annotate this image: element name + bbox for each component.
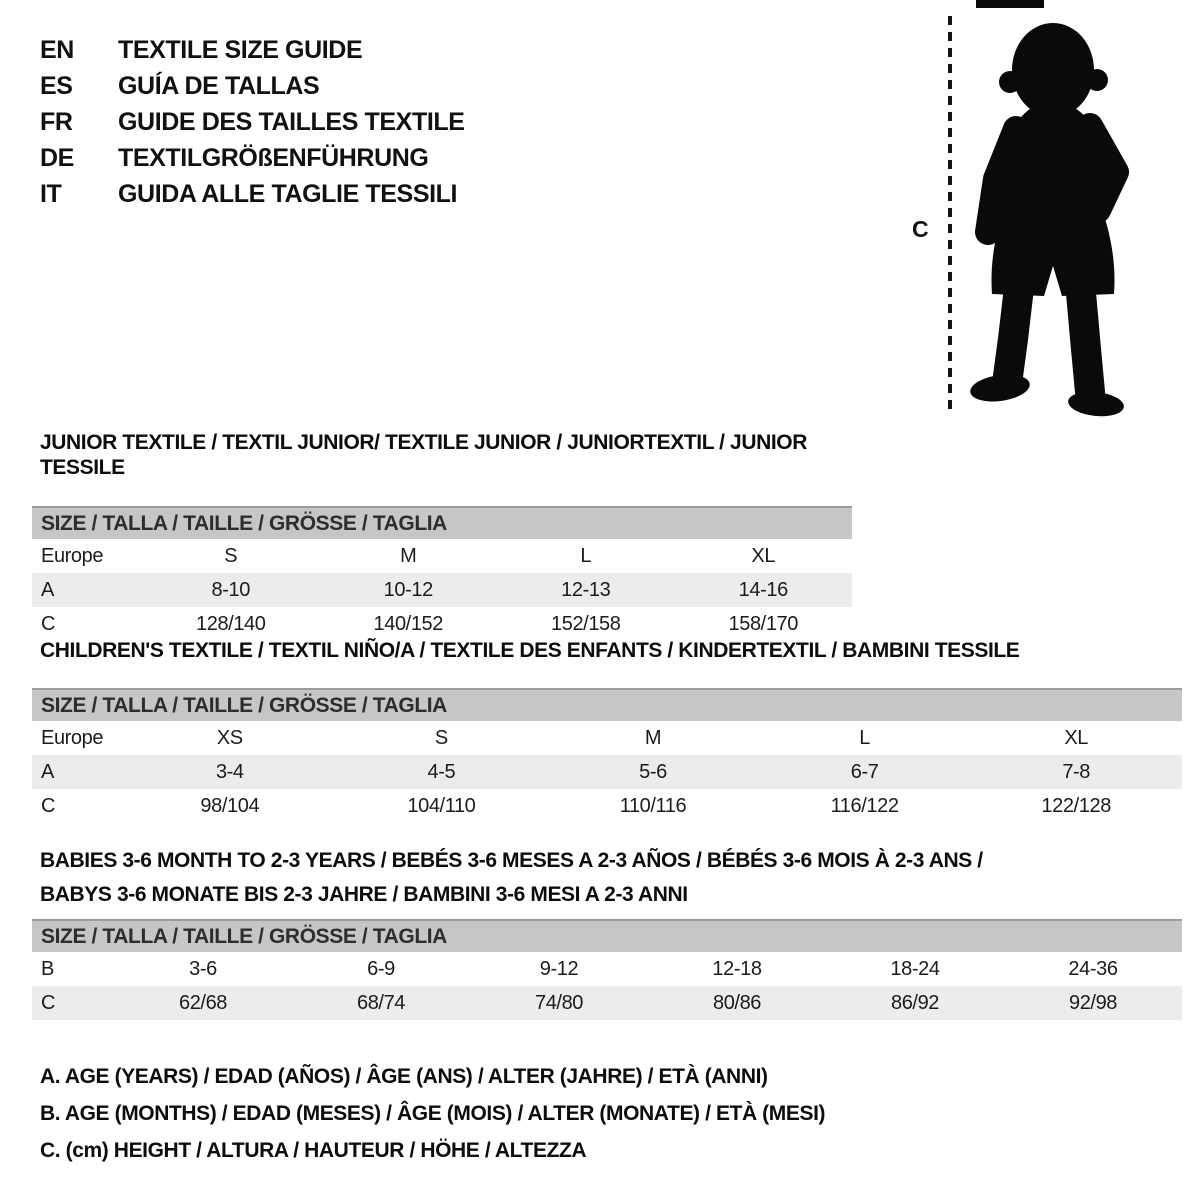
region-label: Europe: [41, 544, 104, 567]
children-row-height: [32, 789, 1182, 823]
height-value: 86/92: [890, 991, 940, 1014]
age-value: 8-10: [211, 578, 250, 601]
guide-title: GUIDA ALLE TAGLIE TESSILI: [118, 179, 458, 208]
height-value: 80/86: [712, 991, 762, 1014]
junior-section: [32, 430, 852, 641]
size-column-header: M: [400, 544, 417, 567]
height-value: 62/68: [178, 991, 228, 1014]
age-value: 10-12: [383, 578, 433, 601]
age-value: 7-8: [1062, 760, 1091, 783]
size-column-header: L: [580, 544, 592, 567]
toddler-silhouette-icon: [958, 14, 1143, 418]
height-value: 110/116: [619, 794, 687, 817]
guide-title: GUÍA DE TALLAS: [118, 71, 320, 100]
row-label: A: [41, 578, 54, 601]
children-size-header: SIZE / TALLA / TAILLE / GRÖSSE / TAGLIA: [32, 688, 1182, 721]
babies-heading-line1: BABIES 3-6 MONTH TO 2-3 YEARS / BEBÉS 3-6 MESES A 2-3 AÑOS / BÉBÉS 3-6 MOIS À 2-3 ANS /: [40, 849, 983, 872]
height-value: 68/74: [356, 991, 406, 1014]
children-section: [32, 638, 1182, 823]
region-label: Europe: [41, 726, 104, 749]
height-value: 128/140: [196, 612, 266, 635]
row-label: B: [41, 957, 54, 980]
lang-row-en: [40, 32, 465, 68]
lang-row-fr: [40, 104, 465, 140]
row-label: C: [41, 612, 56, 635]
height-value: 116/122: [830, 794, 899, 817]
babies-row-height: [32, 986, 1182, 1020]
babies-size-header: SIZE / TALLA / TAILLE / GRÖSSE / TAGLIA: [32, 919, 1182, 952]
height-value: 122/128: [1041, 794, 1111, 817]
size-column-header: XL: [1064, 726, 1088, 749]
height-value: 104/110: [407, 794, 476, 817]
children-table: [32, 688, 1182, 823]
babies-table: [32, 919, 1182, 1020]
lang-code: IT: [40, 179, 62, 208]
age-value: 5-6: [639, 760, 667, 783]
guide-title: GUIDE DES TAILLES TEXTILE: [118, 107, 465, 136]
legend-age-years: A. AGE (YEARS) / EDAD (AÑOS) / ÂGE (ANS) / ALTER (JAHRE) / ETÀ (ANNI): [40, 1065, 768, 1088]
age-value: 14-16: [738, 578, 788, 601]
babies-heading-line2: BABYS 3-6 MONATE BIS 2-3 JAHRE / BAMBINI 3-6 MESI A 2-3 ANNI: [40, 883, 688, 906]
lang-row-de: [40, 140, 465, 176]
age-value: 3-4: [215, 760, 244, 783]
junior-columns-row: [32, 539, 852, 573]
height-value: 140/152: [373, 612, 443, 635]
lang-code: EN: [40, 35, 74, 64]
height-measure-label: C: [912, 216, 929, 242]
lang-code: FR: [40, 107, 73, 136]
size-column-header: S: [224, 544, 238, 567]
legend-height-cm: C. (cm) HEIGHT / ALTURA / HAUTEUR / HÖHE / ALTEZZA: [40, 1139, 587, 1162]
height-value: 158/170: [728, 612, 798, 635]
legend-age-months: B. AGE (MONTHS) / EDAD (MESES) / ÂGE (MOIS) / ALTER (MONATE) / ETÀ (MESI): [40, 1102, 826, 1125]
junior-row-age: [32, 573, 852, 607]
junior-row-height: [32, 607, 852, 641]
size-column-header: M: [644, 726, 662, 749]
children-heading: CHILDREN'S TEXTILE / TEXTIL NIÑO/A / TEXTILE DES ENFANTS / KINDERTEXTIL / BAMBINI TESSILE: [40, 639, 1020, 662]
age-value: 6-7: [850, 760, 879, 783]
months-value: 24-36: [1068, 957, 1118, 980]
height-value: 74/80: [534, 991, 584, 1014]
size-column-header: L: [859, 726, 870, 749]
babies-section: [32, 848, 1182, 1020]
age-value: 4-5: [427, 760, 456, 783]
months-value: 6-9: [367, 957, 395, 980]
size-column-header: S: [434, 726, 448, 749]
height-measure-line: [946, 14, 954, 418]
months-value: 9-12: [539, 957, 579, 980]
months-value: 18-24: [890, 957, 940, 980]
row-label: C: [41, 991, 56, 1014]
babies-row-months: [32, 952, 1182, 986]
children-columns-row: [32, 721, 1182, 755]
months-value: 12-18: [712, 957, 762, 980]
lang-code: DE: [40, 143, 74, 172]
lang-row-es: [40, 68, 465, 104]
top-edge-mark: [976, 0, 1044, 8]
junior-size-header: SIZE / TALLA / TAILLE / GRÖSSE / TAGLIA: [32, 506, 852, 539]
age-value: 12-13: [561, 578, 611, 601]
months-value: 3-6: [189, 957, 217, 980]
height-value: 92/98: [1068, 991, 1118, 1014]
height-value: 152/158: [551, 612, 621, 635]
language-title-list: [40, 32, 465, 212]
junior-heading: JUNIOR TEXTILE / TEXTIL JUNIOR/ TEXTILE JUNIOR / JUNIORTEXTIL / JUNIOR TESSILE: [40, 431, 807, 479]
lang-code: ES: [40, 71, 73, 100]
children-row-age: [32, 755, 1182, 789]
size-column-header: XS: [216, 726, 243, 749]
guide-title: TEXTILGRÖßENFÜHRUNG: [118, 143, 429, 172]
row-label: C: [41, 794, 56, 817]
lang-row-it: [40, 176, 465, 212]
size-column-header: XL: [751, 544, 776, 567]
guide-title: TEXTILE SIZE GUIDE: [118, 35, 363, 64]
height-value: 98/104: [200, 794, 260, 817]
legend: [40, 1058, 825, 1169]
junior-table: [32, 506, 852, 641]
row-label: A: [41, 760, 54, 783]
